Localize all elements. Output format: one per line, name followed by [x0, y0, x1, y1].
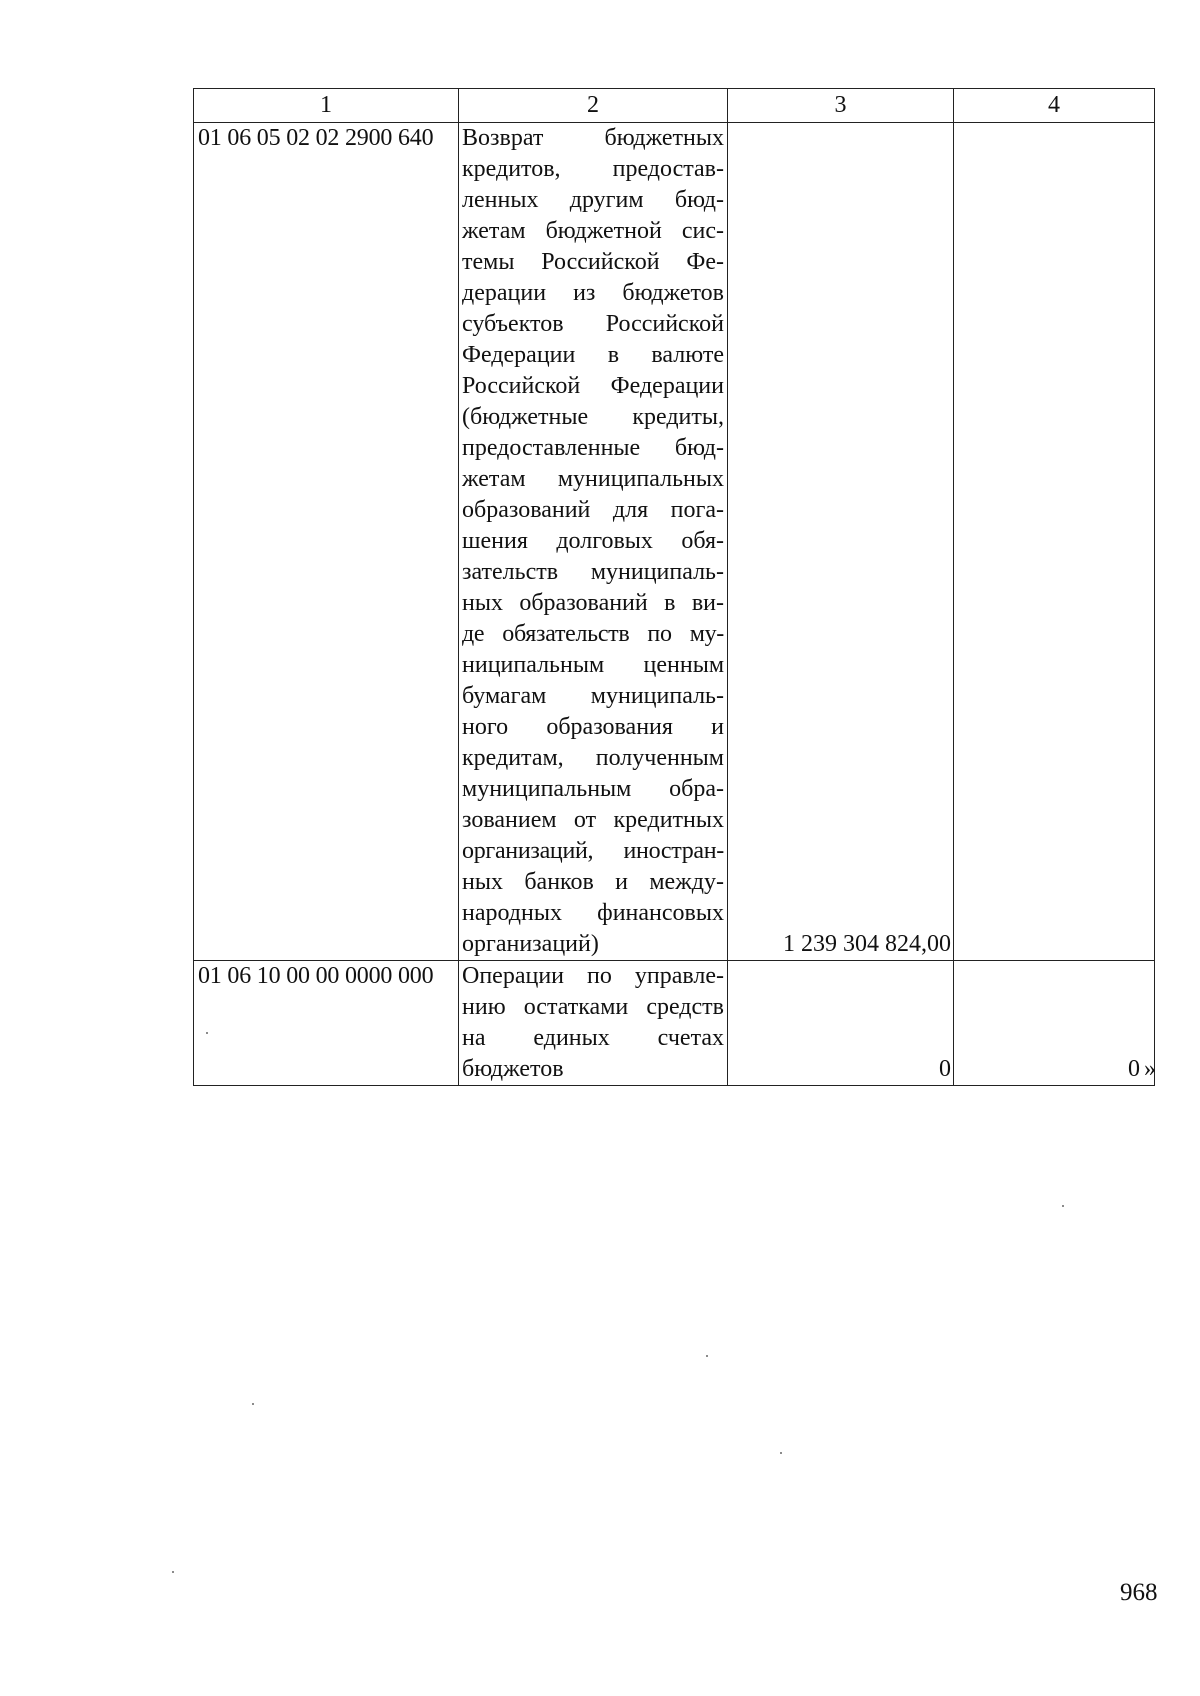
description-line: жетам муниципальных [462, 466, 724, 492]
description-line: кредитов, предостав- [462, 156, 724, 182]
description-line: субъектов Российской [462, 311, 724, 337]
amount-cell-col4 [954, 123, 1155, 961]
description-cell [459, 123, 728, 961]
table-row [194, 961, 1155, 1086]
description-line: Возврат бюджетных [462, 125, 724, 151]
description-line: жетам бюджетной сис- [462, 218, 724, 244]
scan-speck [206, 1032, 208, 1034]
description-line: организаций, иностран- [462, 838, 724, 864]
scan-speck [172, 1571, 174, 1573]
description-line: нию остатками средств [462, 994, 724, 1020]
description-line: муниципальным обра- [462, 776, 724, 802]
description-line: народных финансовых [462, 900, 724, 926]
description-line: на единых счетах [462, 1025, 724, 1051]
scan-speck [252, 1403, 254, 1405]
description-line: де обязательств по му- [462, 621, 724, 647]
description-line: темы Российской Фе- [462, 249, 724, 275]
description-line: Операции по управле- [462, 963, 724, 989]
description-line: Федерации в валюте [462, 342, 724, 368]
description-line: ного образования и [462, 714, 724, 740]
description-line: бумагам муниципаль- [462, 683, 724, 709]
description-line: ных образований в ви- [462, 590, 724, 616]
description-line: зованием от кредитных [462, 807, 724, 833]
budget-table [193, 88, 1155, 1086]
header-cell-1: 1 [194, 89, 459, 123]
header-cell-2: 2 [459, 89, 728, 123]
description-line: бюджетов [462, 1056, 564, 1082]
description-line: зательств муниципаль- [462, 559, 724, 585]
description-line: Российской Федерации [462, 373, 724, 399]
amount-cell: 0 [728, 961, 954, 1086]
header-cell-4: 4 [954, 89, 1155, 123]
table-row [194, 123, 1155, 961]
description-line: ниципальным ценным [462, 652, 724, 678]
amount-value: 0 [1128, 1056, 1140, 1082]
description-line: ных банков и между- [462, 869, 724, 895]
description-line: кредитам, полученным [462, 745, 724, 771]
header-row [194, 89, 1155, 123]
amount-cell-col4 [954, 961, 1155, 1086]
description-cell [459, 961, 728, 1086]
budget-code-cell: 01 06 05 02 02 2900 640 [194, 123, 459, 961]
scan-speck [706, 1355, 708, 1357]
description-line: образований для пога- [462, 497, 724, 523]
closing-quote: » [1144, 1056, 1156, 1082]
description-line: шения долговых обя- [462, 528, 724, 554]
header-cell-3: 3 [728, 89, 954, 123]
scan-speck [780, 1452, 782, 1454]
scan-speck [1062, 1205, 1064, 1207]
description-line: (бюджетные кредиты, [462, 404, 724, 430]
description-line: ленных другим бюд- [462, 187, 724, 213]
description-line: предоставленные бюд- [462, 435, 724, 461]
description-line: дерации из бюджетов [462, 280, 724, 306]
budget-code-cell: 01 06 10 00 00 0000 000 [194, 961, 459, 1086]
amount-cell: 1 239 304 824,00 [728, 123, 954, 961]
description-line: организаций) [462, 931, 599, 957]
page-number: 968 [1120, 1579, 1158, 1606]
